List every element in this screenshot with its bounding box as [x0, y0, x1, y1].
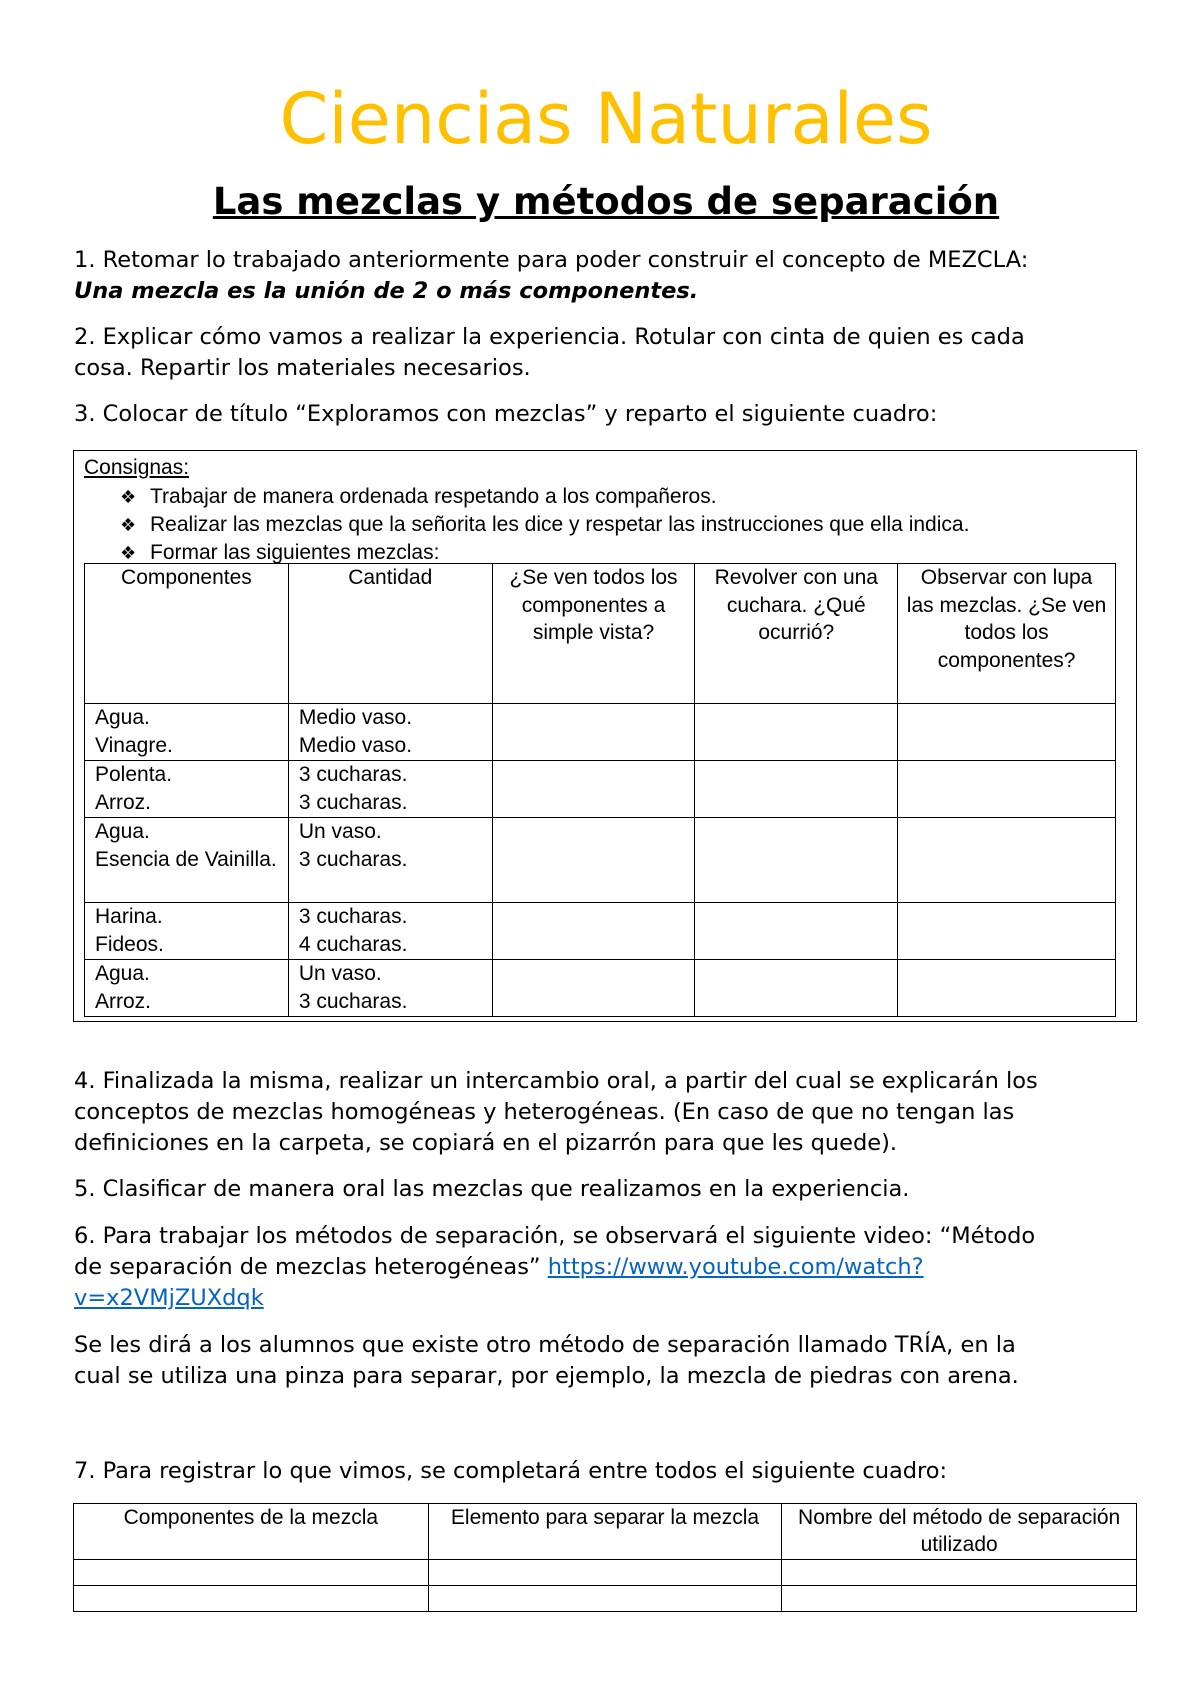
answer-cell[interactable] [428, 1586, 782, 1612]
answer-cell[interactable] [782, 1560, 1137, 1586]
step-1 [74, 245, 1138, 307]
header-nombre-metodo: Nombre del método de separación utilizado [782, 1504, 1137, 1560]
consigna-item: ❖ Formar las siguientes mezclas: [120, 539, 969, 567]
answer-cell[interactable] [898, 704, 1116, 761]
header-simple-vista: ¿Se ven todos los componentes a simple vista? [492, 564, 695, 704]
consigna-item: ❖ Realizar las mezclas que la señorita les dice y respetar las instrucciones que ella indica. [120, 511, 969, 539]
answer-cell[interactable] [492, 903, 695, 960]
mezcla-definition: Una mezcla es la unión de 2 o más componentes. [74, 278, 699, 304]
step-2-line-1: 2. Explicar cómo vamos a realizar la experiencia. Rotular con cinta de quien es cada [74, 324, 1025, 350]
quantity-cell: 3 cucharas. 3 cucharas. [288, 761, 492, 818]
quantity-cell: 3 cucharas. 4 cucharas. [288, 903, 492, 960]
header-componentes-mezcla: Componentes de la mezcla [74, 1504, 429, 1560]
consigna-item: ❖ Trabajar de manera ordenada respetando a los compañeros. [120, 483, 969, 511]
answer-cell[interactable] [428, 1560, 782, 1586]
diamond-bullet-icon: ❖ [120, 487, 137, 508]
consignas-label: Consignas: [84, 456, 190, 479]
table-row [85, 818, 1116, 903]
answer-cell[interactable] [898, 903, 1116, 960]
consignas-list [120, 483, 969, 567]
answer-cell[interactable] [492, 704, 695, 761]
step-2-line-2: cosa. Repartir los materiales necesarios. [74, 355, 531, 381]
answer-cell[interactable] [74, 1586, 429, 1612]
components-cell: Agua. Arroz. [85, 960, 289, 1017]
step-6-tria: Se les dirá a los alumnos que existe otro método de separación llamado TRÍA, en la cual se utiliza una pinza para separar, por ejemplo, la mezcla de piedras con arena. [74, 1332, 1019, 1389]
quantity-cell: Medio vaso. Medio vaso. [288, 704, 492, 761]
components-cell: Agua. Esencia de Vainilla. [85, 818, 289, 903]
table-row [74, 1560, 1137, 1586]
table-row [85, 704, 1116, 761]
header-cantidad: Cantidad [288, 564, 492, 704]
table-row [85, 960, 1116, 1017]
answer-cell[interactable] [695, 960, 898, 1017]
step-4: 4. Finalizada la misma, realizar un intercambio oral, a partir del cual se explicarán los conceptos de mezclas homogéneas y heterogéneas. (En caso de que no tengan las definiciones en la carpeta, se copiará en el pizarrón para que les quede). [74, 1068, 1038, 1156]
answer-cell[interactable] [898, 818, 1116, 903]
components-cell: Polenta. Arroz. [85, 761, 289, 818]
answer-cell[interactable] [492, 761, 695, 818]
answer-cell[interactable] [492, 818, 695, 903]
page-title: Ciencias Naturales [279, 78, 933, 160]
step-7: 7. Para registrar lo que vimos, se completará entre todos el siguiente cuadro: [74, 1458, 948, 1484]
step-6: 6. Para trabajar los métodos de separación, se observará el siguiente video: “Método de separación de mezclas heterogéneas” https://www.youtube.com/watch? v=x2VMjZUXdqk [74, 1223, 1036, 1311]
header-lupa: Observar con lupa las mezclas. ¿Se ven todos los componentes? [898, 564, 1116, 704]
youtube-video-link[interactable]: https://www.youtube.com/watch? v=x2VMjZUXdqk [74, 1254, 924, 1311]
table-header-row [74, 1504, 1137, 1560]
consignas-box [73, 450, 1137, 1022]
components-cell: Harina. Fideos. [85, 903, 289, 960]
mezclas-table [84, 563, 1116, 1017]
diamond-bullet-icon: ❖ [120, 515, 137, 536]
answer-cell[interactable] [782, 1586, 1137, 1612]
diamond-bullet-icon: ❖ [120, 543, 137, 564]
components-cell: Agua. Vinagre. [85, 704, 289, 761]
table-row [74, 1586, 1137, 1612]
answer-cell[interactable] [492, 960, 695, 1017]
quantity-cell: Un vaso. 3 cucharas. [288, 960, 492, 1017]
header-componentes: Componentes [85, 564, 289, 704]
answer-cell[interactable] [898, 960, 1116, 1017]
answer-cell[interactable] [695, 818, 898, 903]
step-2 [74, 322, 1138, 384]
step-3: 3. Colocar de título “Exploramos con mezclas” y reparto el siguiente cuadro: [74, 401, 938, 427]
separation-table [73, 1503, 1137, 1612]
table-header-row [85, 564, 1116, 704]
page-subtitle: Las mezclas y métodos de separación [212, 180, 1000, 223]
step-1-text: 1. Retomar lo trabajado anteriormente para poder construir el concepto de MEZCLA: [74, 247, 1029, 273]
answer-cell[interactable] [695, 903, 898, 960]
answer-cell[interactable] [695, 704, 898, 761]
quantity-cell: Un vaso. 3 cucharas. [288, 818, 492, 903]
header-elemento-separar: Elemento para separar la mezcla [428, 1504, 782, 1560]
table-row [85, 903, 1116, 960]
answer-cell[interactable] [898, 761, 1116, 818]
answer-cell[interactable] [695, 761, 898, 818]
answer-cell[interactable] [74, 1560, 429, 1586]
header-revolver: Revolver con una cuchara. ¿Qué ocurrió? [695, 564, 898, 704]
step-5: 5. Clasificar de manera oral las mezclas que realizamos en la experiencia. [74, 1176, 910, 1202]
table-row [85, 761, 1116, 818]
